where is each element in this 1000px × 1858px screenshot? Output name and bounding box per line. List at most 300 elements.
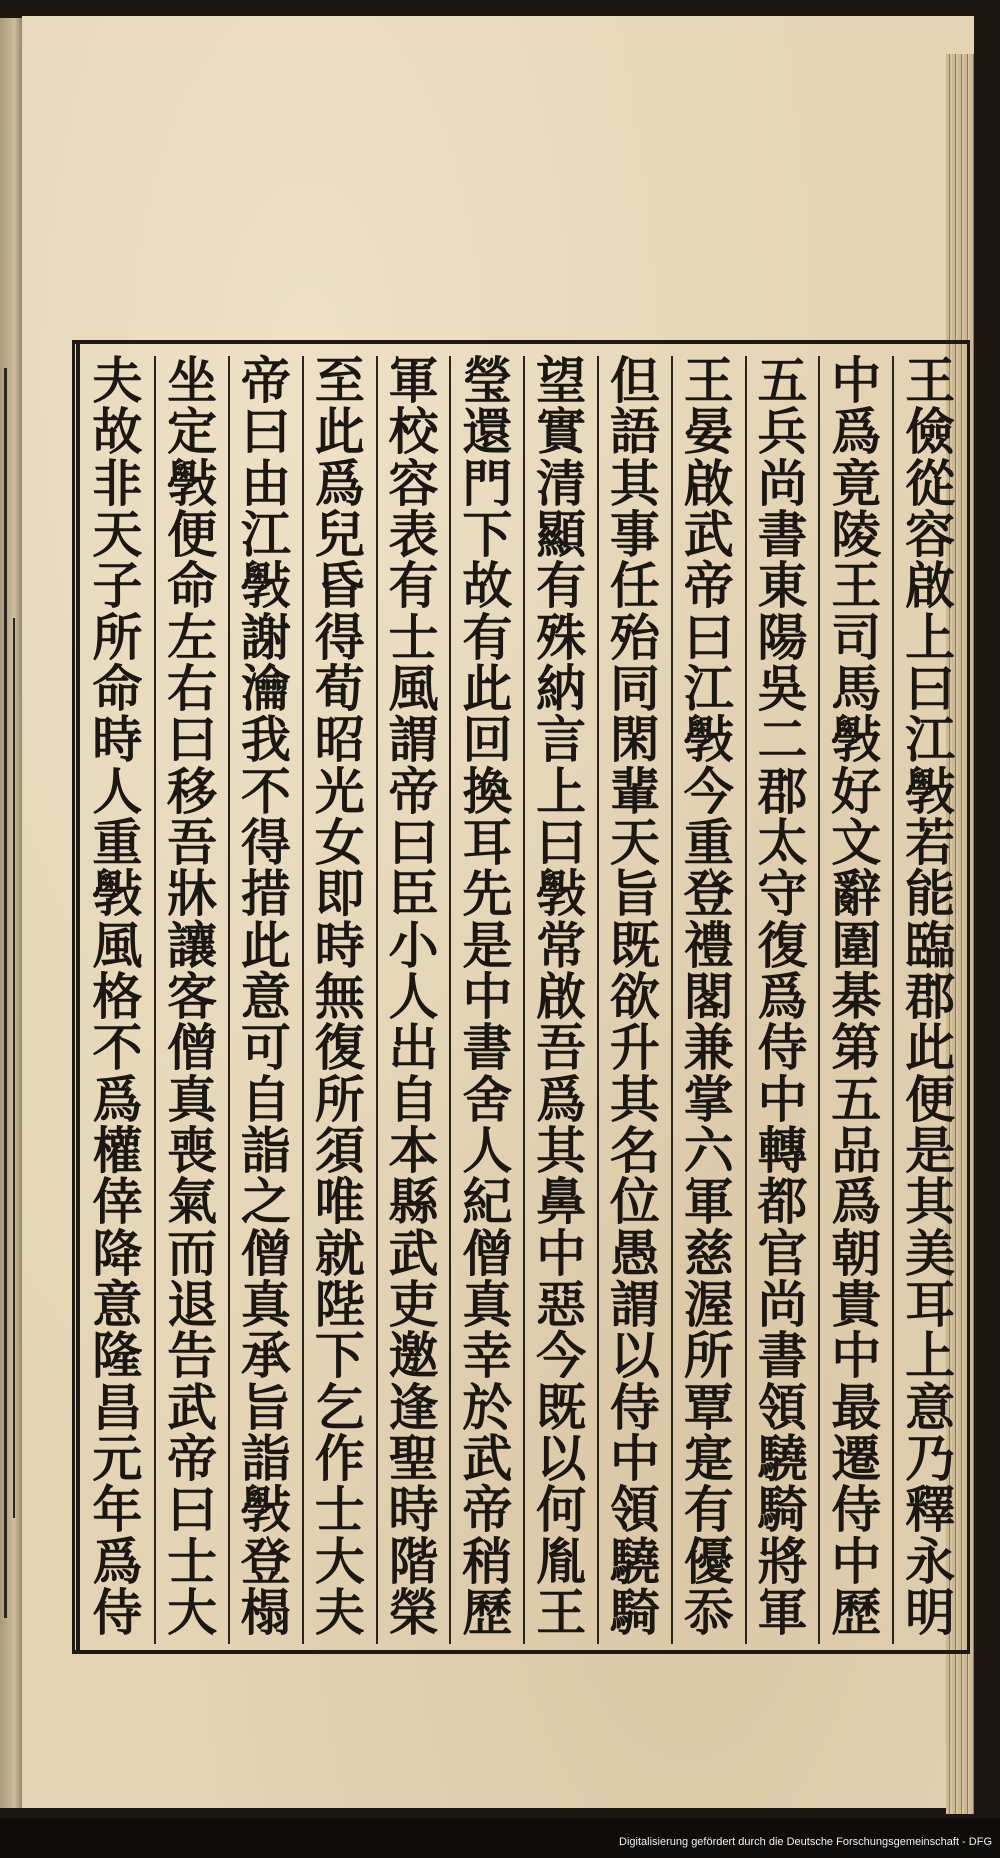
character: 斅	[92, 864, 143, 924]
character: 荀	[314, 658, 365, 718]
character: 便	[905, 1069, 956, 1129]
character: 六	[683, 1120, 734, 1180]
text-column	[671, 351, 745, 1644]
character: 真	[462, 1274, 513, 1334]
character: 貴	[831, 1274, 882, 1334]
character: 有	[388, 556, 439, 616]
left-page-rule-inner	[13, 618, 15, 1518]
character: 曰	[536, 812, 587, 872]
character: 閑	[609, 710, 660, 770]
character: 階	[388, 1531, 439, 1591]
character: 是	[462, 915, 513, 975]
character: 啟	[683, 453, 734, 513]
character: 非	[92, 453, 143, 513]
character: 斅	[905, 761, 956, 821]
character: 帝	[683, 556, 734, 616]
character: 措	[240, 864, 291, 924]
character: 唯	[314, 1172, 365, 1232]
character: 旨	[240, 1377, 291, 1437]
text-columns	[80, 351, 966, 1644]
character: 曰	[683, 607, 734, 667]
character: 復	[757, 915, 808, 975]
character: 輩	[609, 761, 660, 821]
character: 軍	[388, 351, 439, 410]
character: 校	[388, 402, 439, 462]
character: 陛	[314, 1274, 365, 1334]
character: 名	[609, 1120, 660, 1180]
character: 最	[831, 1377, 882, 1437]
character: 五	[757, 351, 808, 410]
character: 兒	[314, 504, 365, 564]
character: 武	[167, 1377, 218, 1437]
character: 郡	[905, 966, 956, 1026]
character: 得	[314, 607, 365, 667]
character: 意	[92, 1274, 143, 1334]
character: 之	[240, 1172, 291, 1232]
character: 大	[167, 1582, 218, 1642]
character: 昭	[314, 710, 365, 770]
character: 小	[388, 915, 439, 975]
character: 常	[536, 915, 587, 975]
character: 於	[462, 1377, 513, 1437]
text-column	[745, 351, 819, 1644]
character: 其	[536, 1120, 587, 1180]
character: 江	[683, 658, 734, 718]
character: 縣	[388, 1172, 439, 1232]
character: 僧	[462, 1223, 513, 1283]
character: 帝	[462, 1480, 513, 1540]
character: 真	[240, 1274, 291, 1334]
character: 至	[314, 351, 365, 410]
character: 天	[609, 812, 660, 872]
character: 事	[609, 504, 660, 564]
character: 中	[831, 1531, 882, 1591]
character: 斅	[536, 864, 587, 924]
character: 武	[462, 1428, 513, 1488]
character: 年	[92, 1480, 143, 1540]
character: 掌	[683, 1069, 734, 1129]
character: 故	[462, 556, 513, 616]
text-column	[80, 351, 154, 1644]
character: 品	[831, 1120, 882, 1180]
character: 昏	[314, 556, 365, 616]
character: 坐	[167, 351, 218, 410]
character: 復	[314, 1018, 365, 1078]
character: 守	[757, 864, 808, 924]
character: 作	[314, 1428, 365, 1488]
character: 須	[314, 1120, 365, 1180]
character: 天	[92, 504, 143, 564]
character: 覃	[683, 1377, 734, 1437]
character: 風	[92, 915, 143, 975]
character: 先	[462, 864, 513, 924]
character: 歷	[462, 1582, 513, 1642]
character: 曰	[905, 658, 956, 718]
character: 辭	[831, 864, 882, 924]
character: 曰	[388, 812, 439, 872]
character: 命	[167, 556, 218, 616]
character: 喪	[167, 1120, 218, 1180]
character: 侍	[757, 1018, 808, 1078]
character: 太	[757, 812, 808, 872]
character: 第	[831, 1018, 882, 1078]
character: 便	[167, 504, 218, 564]
left-page-edge	[0, 18, 24, 1808]
character: 夫	[92, 351, 143, 410]
character: 吾	[167, 812, 218, 872]
character: 容	[905, 504, 956, 564]
character: 下	[314, 1326, 365, 1386]
character: 殊	[536, 607, 587, 667]
character: 光	[314, 761, 365, 821]
character: 氣	[167, 1172, 218, 1232]
character: 斅	[240, 1480, 291, 1540]
character: 時	[388, 1480, 439, 1540]
character: 所	[92, 607, 143, 667]
character: 遷	[831, 1428, 882, 1488]
character: 美	[905, 1223, 956, 1283]
character: 軍	[757, 1582, 808, 1642]
character: 王	[683, 351, 734, 410]
character: 移	[167, 761, 218, 821]
text-column	[597, 351, 671, 1644]
character: 若	[905, 812, 956, 872]
character: 瀹	[240, 658, 291, 718]
character: 都	[757, 1172, 808, 1232]
character: 朝	[831, 1223, 882, 1283]
character: 由	[240, 453, 291, 513]
character: 同	[609, 658, 660, 718]
character: 重	[683, 812, 734, 872]
character: 慈	[683, 1223, 734, 1283]
character: 登	[240, 1531, 291, 1591]
character: 謂	[609, 1274, 660, 1334]
character: 領	[757, 1377, 808, 1437]
character: 爲	[757, 966, 808, 1026]
character: 明	[905, 1582, 956, 1642]
character: 無	[314, 966, 365, 1026]
text-column	[523, 351, 597, 1644]
character: 二	[757, 710, 808, 770]
character: 納	[536, 658, 587, 718]
character: 中	[831, 1326, 882, 1386]
character: 是	[905, 1120, 956, 1180]
character: 清	[536, 453, 587, 513]
character: 所	[314, 1069, 365, 1129]
character: 不	[240, 761, 291, 821]
character: 尚	[757, 453, 808, 513]
character: 就	[314, 1223, 365, 1283]
character: 江	[240, 504, 291, 564]
character: 優	[683, 1531, 734, 1591]
character: 永	[905, 1531, 956, 1591]
character: 幸	[462, 1326, 513, 1386]
character: 登	[683, 864, 734, 924]
character: 殆	[609, 607, 660, 667]
character: 語	[609, 402, 660, 462]
character: 圍	[831, 915, 882, 975]
character: 回	[462, 710, 513, 770]
character: 重	[92, 812, 143, 872]
character: 倖	[92, 1172, 143, 1232]
character: 自	[240, 1069, 291, 1129]
character: 權	[92, 1120, 143, 1180]
character: 禮	[683, 915, 734, 975]
character: 閣	[683, 966, 734, 1026]
character: 得	[240, 812, 291, 872]
character: 瑩	[462, 351, 513, 410]
character: 定	[167, 402, 218, 462]
character: 謝	[240, 607, 291, 667]
character: 渥	[683, 1274, 734, 1334]
character: 領	[609, 1480, 660, 1540]
character: 歷	[831, 1582, 882, 1642]
character: 尚	[757, 1274, 808, 1334]
character: 人	[92, 761, 143, 821]
text-column	[818, 351, 892, 1644]
character: 上	[905, 1326, 956, 1386]
character: 驍	[609, 1531, 660, 1591]
character: 爲	[831, 1172, 882, 1232]
character: 即	[314, 864, 365, 924]
character: 王	[831, 556, 882, 616]
character: 上	[536, 761, 587, 821]
character: 僧	[167, 1018, 218, 1078]
character: 曰	[167, 1480, 218, 1540]
character: 軍	[683, 1172, 734, 1232]
text-column	[302, 351, 376, 1644]
character: 儉	[905, 402, 956, 462]
character: 其	[905, 1172, 956, 1232]
character: 顯	[536, 504, 587, 564]
character: 有	[462, 607, 513, 667]
character: 意	[905, 1377, 956, 1437]
character: 驍	[757, 1428, 808, 1488]
character: 上	[905, 607, 956, 667]
character: 帝	[388, 761, 439, 821]
character: 從	[905, 453, 956, 513]
character: 門	[462, 453, 513, 513]
character: 斅	[831, 710, 882, 770]
character: 爲	[831, 402, 882, 462]
character: 欲	[609, 966, 660, 1026]
character: 承	[240, 1326, 291, 1386]
character: 稍	[462, 1531, 513, 1591]
character: 讓	[167, 915, 218, 975]
character: 爲	[92, 1531, 143, 1591]
digitization-credit: Digitalisierung gefördert durch die Deutsche Forschungsgemeinschaft - DFG	[619, 1836, 992, 1848]
character: 吳	[757, 658, 808, 718]
character: 故	[92, 402, 143, 462]
character: 詣	[240, 1428, 291, 1488]
character: 詣	[240, 1120, 291, 1180]
character: 釋	[905, 1480, 956, 1540]
character: 退	[167, 1274, 218, 1334]
character: 此	[240, 915, 291, 975]
character: 啟	[905, 556, 956, 616]
character: 乃	[905, 1428, 956, 1488]
character: 竟	[831, 453, 882, 513]
text-column	[228, 351, 302, 1644]
character: 既	[536, 1377, 587, 1437]
character: 中	[831, 351, 882, 410]
character: 書	[757, 1326, 808, 1386]
character: 胤	[536, 1531, 587, 1591]
character: 愚	[609, 1223, 660, 1283]
character: 其	[609, 453, 660, 513]
character: 子	[92, 556, 143, 616]
character: 惡	[536, 1274, 587, 1334]
character: 所	[683, 1326, 734, 1386]
character: 自	[388, 1069, 439, 1129]
character: 隆	[92, 1326, 143, 1386]
character: 命	[92, 658, 143, 718]
character: 望	[536, 351, 587, 410]
character: 能	[905, 864, 956, 924]
character: 不	[92, 1018, 143, 1078]
character: 斅	[683, 710, 734, 770]
character: 此	[314, 402, 365, 462]
character: 郡	[757, 761, 808, 821]
text-column	[154, 351, 228, 1644]
character: 耳	[905, 1274, 956, 1334]
character: 中	[536, 1223, 587, 1283]
character: 實	[536, 402, 587, 462]
character: 以	[536, 1428, 587, 1488]
character: 容	[388, 453, 439, 513]
character: 忝	[683, 1582, 734, 1642]
character: 斅	[240, 556, 291, 616]
character: 風	[388, 658, 439, 718]
character: 司	[831, 607, 882, 667]
character: 本	[388, 1120, 439, 1180]
character: 舍	[462, 1069, 513, 1129]
left-page-rule	[4, 368, 7, 1618]
character: 騎	[757, 1480, 808, 1540]
character: 今	[683, 761, 734, 821]
character: 臣	[388, 864, 439, 924]
character: 中	[757, 1069, 808, 1129]
character: 升	[609, 1018, 660, 1078]
character: 昌	[92, 1377, 143, 1437]
character: 今	[536, 1326, 587, 1386]
character: 王	[536, 1582, 587, 1642]
character: 士	[167, 1531, 218, 1591]
character: 大	[314, 1531, 365, 1591]
character: 而	[167, 1223, 218, 1283]
character: 我	[240, 710, 291, 770]
character: 還	[462, 402, 513, 462]
text-column	[376, 351, 450, 1644]
character: 吏	[388, 1274, 439, 1334]
character: 可	[240, 1018, 291, 1078]
character: 爲	[536, 1069, 587, 1129]
character: 謂	[388, 710, 439, 770]
character: 文	[831, 812, 882, 872]
character: 邀	[388, 1326, 439, 1386]
character: 侍	[609, 1377, 660, 1437]
character: 書	[757, 504, 808, 564]
character: 曰	[167, 710, 218, 770]
character: 僧	[240, 1223, 291, 1283]
character: 其	[609, 1069, 660, 1129]
character: 左	[167, 607, 218, 667]
character: 侍	[92, 1582, 143, 1642]
character: 牀	[167, 864, 218, 924]
character: 右	[167, 658, 218, 718]
character: 五	[831, 1069, 882, 1129]
character: 馬	[831, 658, 882, 718]
character: 兼	[683, 1018, 734, 1078]
character: 人	[388, 966, 439, 1026]
character: 此	[462, 658, 513, 718]
character: 東	[757, 556, 808, 616]
character: 棊	[831, 966, 882, 1026]
character: 時	[92, 710, 143, 770]
character: 榮	[388, 1582, 439, 1642]
character: 言	[536, 710, 587, 770]
character: 爲	[314, 453, 365, 513]
character: 啟	[536, 966, 587, 1026]
character: 耳	[462, 812, 513, 872]
character: 武	[388, 1223, 439, 1283]
character: 紀	[462, 1172, 513, 1232]
character: 吾	[536, 1018, 587, 1078]
character: 帝	[167, 1428, 218, 1488]
character: 武	[683, 504, 734, 564]
character: 時	[314, 915, 365, 975]
character: 逢	[388, 1377, 439, 1437]
character: 曰	[240, 402, 291, 462]
character: 真	[167, 1069, 218, 1129]
character: 此	[905, 1018, 956, 1078]
text-column	[449, 351, 523, 1644]
character: 陵	[831, 504, 882, 564]
character: 官	[757, 1223, 808, 1283]
character: 夫	[314, 1582, 365, 1642]
character: 中	[609, 1428, 660, 1488]
character: 格	[92, 966, 143, 1026]
character: 斅	[167, 453, 218, 513]
character: 乞	[314, 1377, 365, 1437]
character: 榻	[240, 1582, 291, 1642]
character: 聖	[388, 1428, 439, 1488]
character: 降	[92, 1223, 143, 1283]
character: 人	[462, 1120, 513, 1180]
character: 騎	[609, 1582, 660, 1642]
character: 侍	[831, 1480, 882, 1540]
character: 寔	[683, 1428, 734, 1488]
character: 將	[757, 1531, 808, 1591]
character: 有	[536, 556, 587, 616]
character: 好	[831, 761, 882, 821]
character: 客	[167, 966, 218, 1026]
character: 以	[609, 1326, 660, 1386]
character: 有	[683, 1480, 734, 1540]
character: 陽	[757, 607, 808, 667]
character: 元	[92, 1428, 143, 1488]
text-column	[892, 351, 966, 1644]
character: 江	[905, 710, 956, 770]
character: 出	[388, 1018, 439, 1078]
character: 轉	[757, 1120, 808, 1180]
character: 晏	[683, 402, 734, 462]
character: 爲	[92, 1069, 143, 1129]
character: 換	[462, 761, 513, 821]
character: 士	[388, 607, 439, 667]
character: 下	[462, 504, 513, 564]
character: 表	[388, 504, 439, 564]
